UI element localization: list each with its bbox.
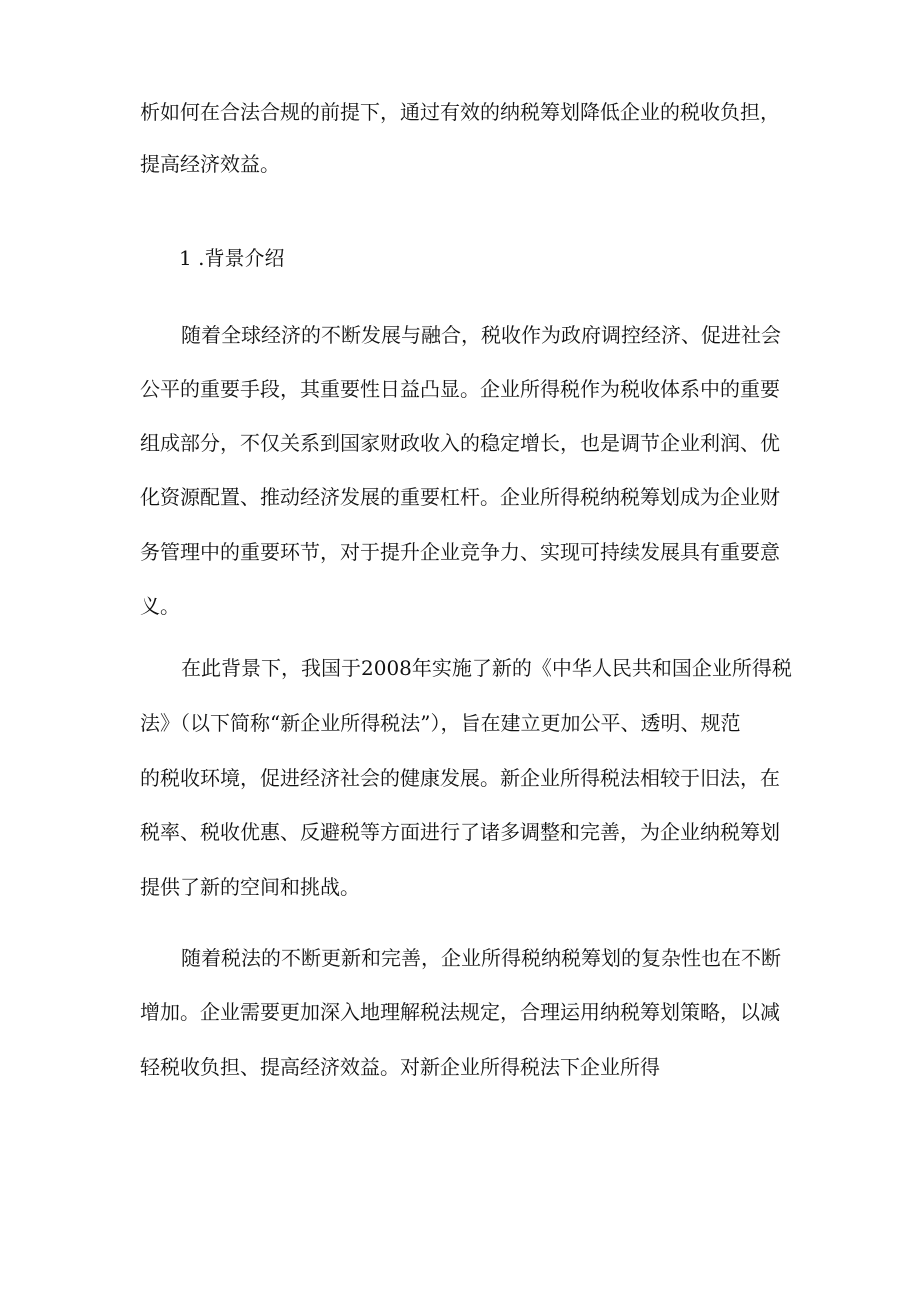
paragraph-line: 随着全球经济的不断发展与融合，税收作为政府调控经济、促进社会: [181, 323, 781, 347]
paragraph-line: 轻税收负担、提高经济效益。对新企业所得税法下企业所得: [140, 1055, 660, 1079]
paragraph-line: 化资源配置、推动经济发展的重要杠杆。企业所得税纳税筹划成为企业财: [140, 485, 780, 509]
paragraph-line: 义。: [140, 594, 180, 618]
paragraph-line: 公平的重要手段，其重要性日益凸显。企业所得税作为税收体系中的重要: [140, 377, 780, 401]
paragraph-line: 的税收环境，促进经济社会的健康发展。新企业所得税法相较于旧法，在: [140, 766, 780, 790]
intro-line: 析如何在合法合规的前提下，通过有效的纳税筹划降低企业的税收负担，: [140, 100, 780, 124]
paragraph-line: 务管理中的重要环节，对于提升企业竞争力、实现可持续发展具有重要意: [140, 540, 780, 564]
paragraph-line: 增加。企业需要更加深入地理解税法规定，合理运用纳税筹划策略，以减: [140, 1000, 780, 1024]
section-heading: 1 .背景介绍: [179, 246, 285, 270]
paragraph-line: 税率、税收优惠、反避税等方面进行了诸多调整和完善，为企业纳税筹划: [140, 820, 780, 844]
paragraph-line: 组成部分，不仅关系到国家财政收入的稳定增长，也是调节企业利润、优: [140, 431, 780, 455]
paragraph-line: 法》（以下简称“新企业所得税法”），旨在建立更加公平、透明、规范: [140, 711, 741, 735]
paragraph-line: 提供了新的空间和挑战。: [140, 875, 360, 899]
intro-line: 提高经济效益。: [140, 152, 280, 176]
paragraph-line: 随着税法的不断更新和完善，企业所得税纳税筹划的复杂性也在不断: [181, 946, 781, 970]
paragraph-line: 在此背景下，我国于2008年实施了新的《中华人民共和国企业所得税: [181, 656, 792, 680]
